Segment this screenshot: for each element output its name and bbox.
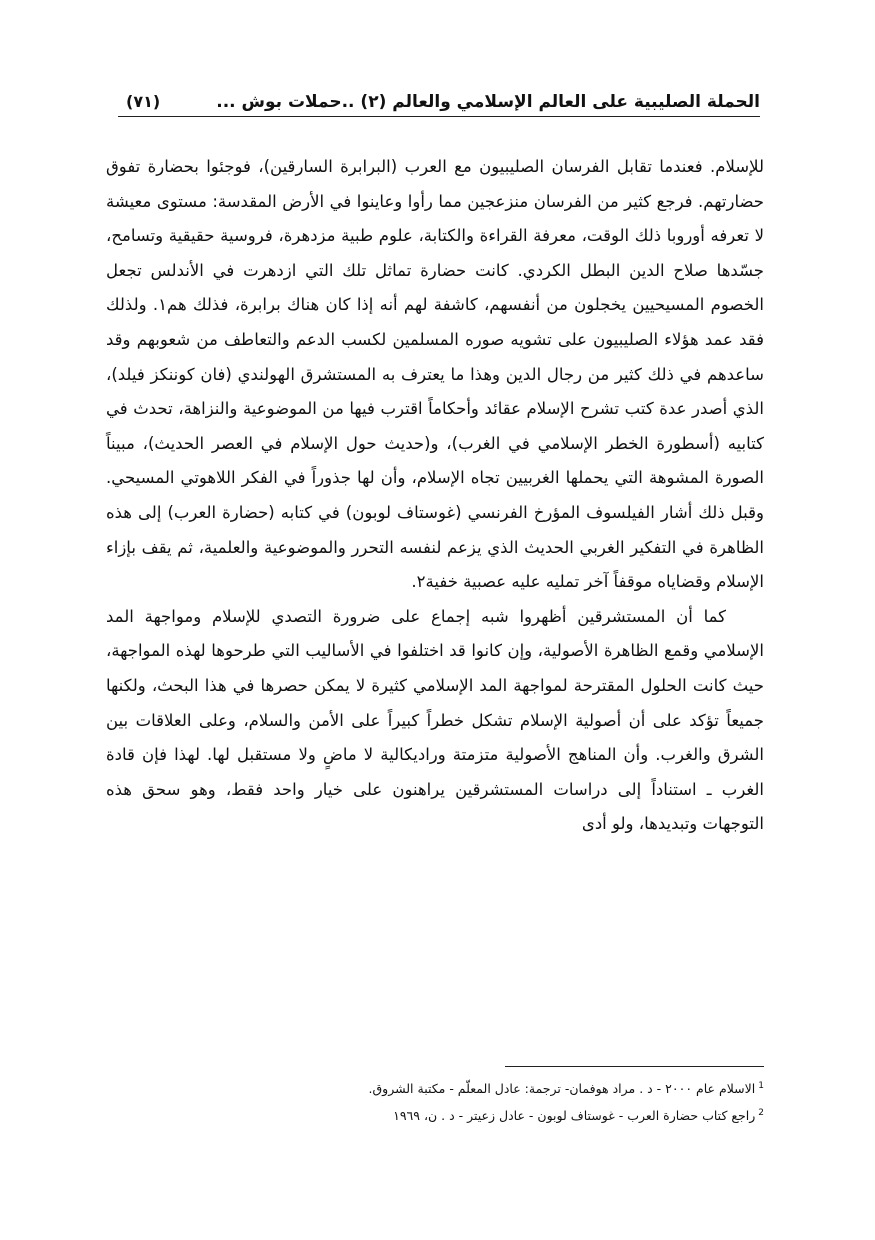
- header-divider: [118, 116, 760, 117]
- footnote-1-marker: 1: [758, 1081, 764, 1091]
- footnote-1-text: الاسلام عام ٢٠٠٠ - د . مراد هوفمان- ترجمة: عادل المعلّم - مكتبة الشروق.: [368, 1081, 756, 1097]
- page-number: (٧١): [126, 92, 161, 111]
- footnote-2-marker: 2: [758, 1108, 764, 1119]
- footnote-divider: [505, 1066, 764, 1067]
- running-header: [118, 88, 760, 116]
- footnote-1: [106, 1074, 764, 1101]
- footnotes: [106, 1074, 764, 1128]
- footnote-2: [106, 1101, 764, 1128]
- footnote-2-text: راجع كتاب حضارة العرب - غوستاف لوبون - عادل زعيتر - د . ن، ١٩٦٩: [393, 1108, 756, 1124]
- paragraph-1: للإسلام. فعندما تقابل الفرسان الصليبيون مع العرب (البرابرة السارقين)، فوجئوا بحضارة تفوق حضارتهم. فرجع كثير من الفرسان منزعجين مما رأوا وعاينوا في الأرض المقدسة: مستوى معيشة لا تعرفه أوروبا ذلك الوقت، معرفة القراءة والكتابة، علوم طبية مزدهرة، فروسية حقيقية وتسامح، جسّدها صلاح الدين البطل الكردي. كانت حضارة تماثل تلك التي ازدهرت في الأندلس تجعل الخصوم المسيحيين يخجلون من أنفسهم، كاشفة لهم أنه إذا كان هناك برابرة، فذلك هم١. ولذلك فقد عمد هؤلاء الصليبيون على تشويه صوره المسلمين لكسب الدعم والتعاطف من شعوبهم وقد ساعدهم في ذلك كثير من رجال الدين وهذا ما يعترف به المستشرق الهولندي (فان كوننكز فيلد)، الذي أصدر عدة كتب تشرح الإسلام عقائد وأحكاماً اقترب فيها من الموضوعية والنزاهة، تحدث في كتابيه (أسطورة الخطر الإسلامي في الغرب)، و(حديث حول الإسلام في العصر الحديث)، مبيناً الصورة المشوهة التي يحملها الغربيين تجاه الإسلام، وأن لها جذوراً في الفكر اللاهوتي المسيحي. وقبل ذلك أشار الفيلسوف المؤرخ الفرنسي (غوستاف لوبون) في كتابه (حضارة العرب) إلى هذه الظاهرة في التفكير الغربي الحديث الذي يزعم لنفسه التحرر والموضوعية والعلمية، ثم يقف بإزاء الإسلام وقضاياه موقفاً آخر تمليه عليه عصبية خفية٢.: [106, 157, 764, 592]
- body-text: [106, 150, 764, 842]
- paragraph-2: كما أن المستشرقين أظهروا شبه إجماع على ضرورة التصدي للإسلام ومواجهة المد الإسلامي وقمع الظاهرة الأصولية، وإن كانوا قد اختلفوا في الأساليب التي طرحوها لهذه المواجهة، حيث كانت الحلول المقترحة لمواجهة المد الإسلامي كثيرة لا يمكن حصرها في هذا البحث، ولكنها جميعاً تؤكد على أن أصولية الإسلام تشكل خطراً كبيراً على الأمن والسلام، وعلى العلاقات بين الشرق والغرب. وأن المناهج الأصولية متزمتة وراديكالية لا ماضٍ ولا مستقبل لها. لهذا فإن قادة الغرب ـ استناداً إلى دراسات المستشرقين يراهنون على خيار واحد فقط، وهو سحق هذه التوجهات وتبديدها، ولو أدى: [106, 606, 764, 834]
- header-title: الحملة الصليبية على العالم الإسلامي والعالم (٢) ..حملات بوش ...: [216, 92, 760, 112]
